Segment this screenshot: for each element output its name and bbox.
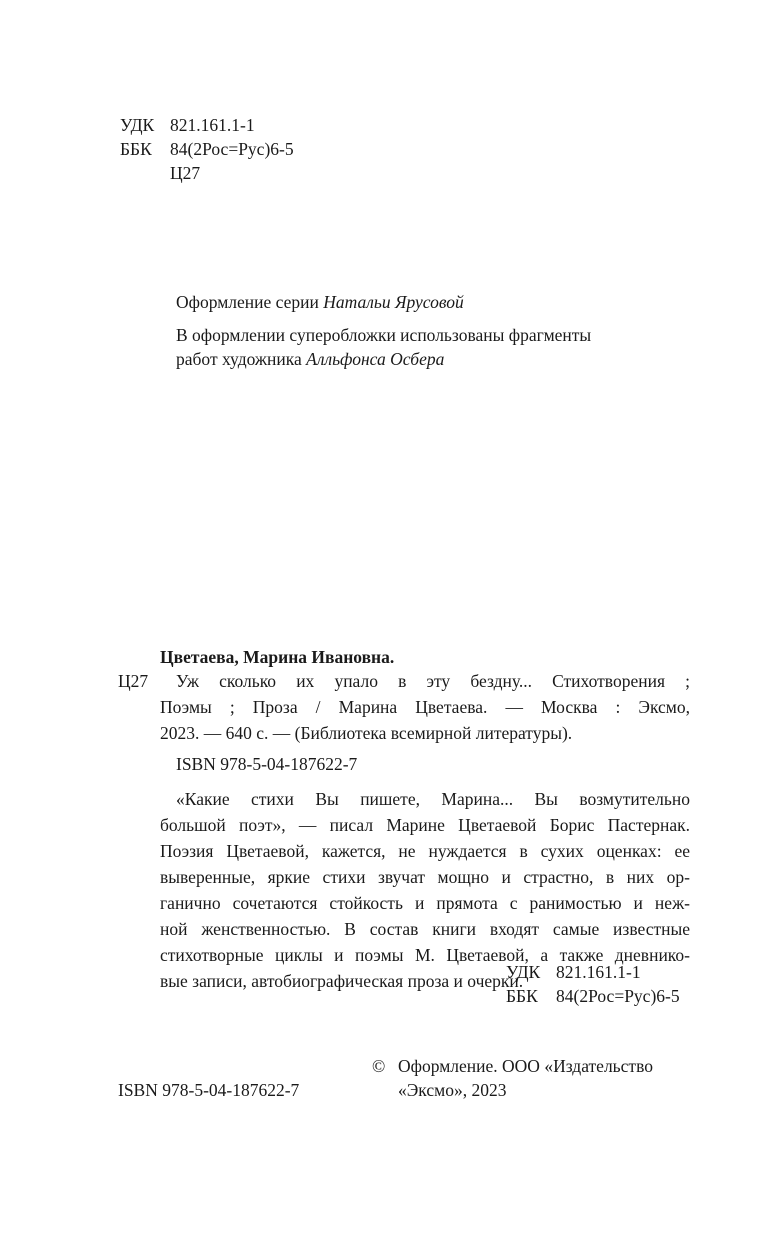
title-line: Уж сколько их упало в эту бездну... Стихотворения ; [176, 671, 690, 691]
copyright-line2: «Эксмо», 2023 [398, 1080, 507, 1100]
bbk-label: ББК [120, 139, 152, 159]
title-line: 2023. — 640 с. — (Библиотека всемирной литературы). [160, 723, 573, 743]
series-designer-name: Натальи Ярусовой [323, 292, 464, 312]
udk-label-bottom: УДК [506, 962, 541, 982]
annotation-line: вые записи, автобиографическая проза и очерки. [160, 971, 524, 991]
copyright-line1: Оформление. ООО «Издательство [398, 1056, 653, 1076]
copyright-symbol: © [372, 1056, 386, 1076]
series-design-prefix: Оформление серии [176, 292, 324, 312]
cover-artist-name: Алльфонса Осбера [306, 349, 445, 369]
author-heading: Цветаева, Марина Ивановна. [160, 647, 395, 667]
annotation-line: ной женственностью. В состав книги входят самые известные [160, 919, 690, 939]
bibliographic-title-cont [160, 694, 690, 746]
annotation-line: стихотворные циклы и поэмы М. Цветаевой, а также дневнико- [160, 945, 690, 965]
cover-credit-prefix: работ художника [176, 349, 307, 369]
udk-value: 821.161.1-1 [170, 115, 255, 135]
bbk-code-bottom [506, 984, 680, 1008]
bbk-value: 84(2Рос=Рус)6-5 [170, 139, 294, 159]
author-mark-entry: Ц27 [118, 671, 149, 691]
cover-credit-line1: В оформлении суперобложки использованы фрагменты [176, 325, 592, 345]
annotation-line: большой поэт», — писал Марине Цветаевой Борис Пастернак. [160, 815, 690, 835]
bibliographic-title [176, 668, 690, 694]
footer-isbn: ISBN 978-5-04-187622-7 [118, 1080, 300, 1100]
bbk-label-bottom: ББК [506, 986, 538, 1006]
bbk-code [120, 137, 294, 161]
catalog-isbn: ISBN 978-5-04-187622-7 [176, 754, 358, 774]
cover-credit-line2 [176, 347, 444, 371]
annotation-line: «Какие стихи Вы пишете, Марина... Вы возмутительно [176, 789, 690, 809]
author-mark-top: Ц27 [170, 163, 201, 183]
udk-value-bottom: 821.161.1-1 [556, 962, 641, 982]
udk-label: УДК [120, 115, 155, 135]
annotation-line: выверенные, яркие стихи звучат мощно и страстно, в них ор- [160, 867, 690, 887]
annotation-line: Поэзия Цветаевой, кажется, не нуждается в сухих оценках: ее [160, 841, 690, 861]
bbk-value-bottom: 84(2Рос=Рус)6-5 [556, 986, 680, 1006]
annotation-line: ганично сочетаются стойкость и прямота с ранимостью и неж- [160, 893, 690, 913]
series-design-credit [176, 290, 464, 314]
udk-code-bottom [506, 960, 641, 984]
title-line: Поэмы ; Проза / Марина Цветаева. — Москва : Эксмо, [160, 697, 690, 717]
udk-code [120, 113, 255, 137]
